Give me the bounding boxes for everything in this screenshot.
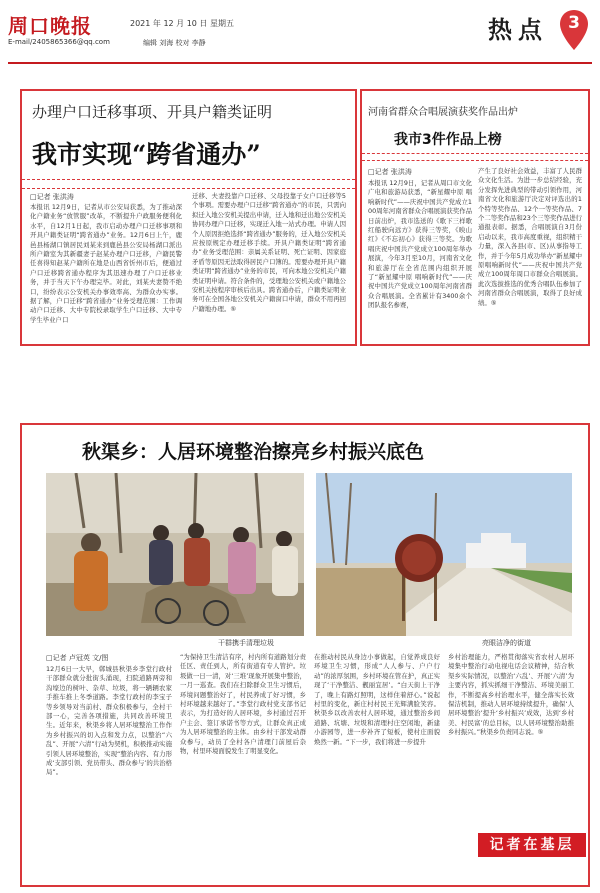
masthead <box>8 8 592 66</box>
section-name: 热点 <box>488 15 548 44</box>
clean-street-image <box>316 473 572 636</box>
article-column: 迁移、夫妻投靠户口迁移、父母投靠子女户口迁移等5个事项。需要办理户口迁移“跨省通办”的市民，只需向拟迁入地公安机关提出申请，迁入地和迁出地公安机关协同办理户口迁移，实现迁入地一站式办理。申请人因个人原因拒绝选择“跨省通办”服务的，迁入地公安机关应按原规定办理迁移手续。开具户籍类证明“跨省通办”业务受理范围：亲属关系证明、死亡证明、因家庭矛盾等原因无法取得居民户口簿的。需要办理开具户籍类证明“跨省通办”业务的市民，可向本地公安机关户籍类证明申请。符合条件的，受理地公安机关或户籍地公安机关按程序审核后出具。跨省通办后，户籍类证明业务可在全国各地公安机关户籍窗口申请，群众不用再回户籍地办理。⑤ <box>192 192 346 313</box>
newspaper-logo: 周口晚报 <box>8 14 92 38</box>
contact-email: E-mail/2405865366@qq.com <box>8 38 110 46</box>
editor-line: 编辑 刘海 校对 李静 <box>143 39 206 47</box>
article-column: “为保持卫生清洁有序，村内所有道路划分责任区、责任到人，所有街道有专人管护。垃圾做一日一清，对‘三堆’现象开展集中整治，一月一巡查。我们在扫除群众卫生习惯后，环境问题整治好了，村民养成了好习惯，乡村环境越来越好了。”李堂行政村党支部书记表示，为打造好的人居环境，乡村通过召开户主会、签订承诺书等方式，让群众真正成为人居环境整治的主体。由乡村干部发动群众参与，动员了全村各户清理门前屋后杂物，村里环境面貌发生了明显变化。 <box>180 653 306 756</box>
article-headline: 秋渠乡：人居环境整治擦亮乡村振兴底色 <box>82 441 425 463</box>
article-byline: □记者 张洪涛 <box>30 193 74 201</box>
article-headline: 我市3件作品上榜 <box>394 132 502 148</box>
issue-date: 2021 年 12 月 10 日 星期五 <box>130 19 234 28</box>
article-column: 产生了良好社会效益，丰富了人民群众文化生活。为进一步总结经验，充分发挥先进典型的带动引领作用，河南省文化和旅游厅决定对评选出的1个特等奖作品、12个一等奖作品、7个二等奖作品和23个三等奖作品进行通报表彰。据悉，合唱展演自3月份启动以来，我市高度重视，组织精干力量，深入各县(市、区)从事指导工作，并于今年5月成功举办“新星耀中原唱响新时代”——庆祝中国共产党成立100周年周口市群众合唱展演。此次选拔推选的优秀合唱队伍参加了河南省群众合唱展演，取得了良好成绩。⑤ <box>478 167 582 307</box>
article-subtitle: 河南省群众合唱展演获奖作品出炉 <box>368 107 518 118</box>
page-number: 3 <box>568 13 580 33</box>
article-column: 乡村治理能力，严格贯彻落实省农村人居环境集中整治行动电视电话会议精神，结合秋渠乡实际情况，以整治‘六乱’、开展‘六清’为主要内容，抓实抓细干净整洁、环境美丽工作，不断提高乡村治理水平，健全落实长效保洁机制，推动人居环境持续提升，确保‘人居环境整治’提升‘乡村振兴’成效，达到‘乡村美、村民富’的总目标，以人居环境整治助推乡村振兴。”秋渠乡负责同志说。⑤ <box>448 653 574 737</box>
article-column: 本报讯 12月9日，记者从市公安局获悉，为了推动深化户籍业务“放管服”改革，不断提升户政服务便利化水平，自12月1日起，我市启动办理户口迁移事项和开具户籍类证明“跨省通办”业务。12月6日上午，鹿邑县杨湖口镇居民刘某来到鹿邑县公安局杨湖口派出所户籍室为其新疆妻子赵某办理户口迁移，户籍民警任喜得知赵某户籍所在地是山西省忻州市后，便通过户口迁移跨省通办程序为其迅速办理了户口迁移业务，并于当天下午办理完毕。对此，刘某夫妻赞不绝口，纷纷表示公安机关办事效率高、为群众办实事。据了解，户口迁移“跨省通办”业务受理范围：工作调动户口迁移、大中专院校录取学生户口迁移、大中专学生毕业户口 <box>30 203 182 324</box>
photo-caption-left: 干群携手清理垃圾 <box>218 639 274 647</box>
article-column: 在推动村民从身边小事做起，自觉养成良好环境卫生习惯，形成“人人参与、户户行动”的浓厚氛围，乡村环境在管在护，真正实现了‘干净整洁、靓丽宜居’。“白天街上干净了，晚上有路灯照明，这样住着舒心。”说起村里的变化，新庄村村民王光辉满脸笑容。秋渠乡以改善农村人居环境，通过整治乡间道路、坑塘、垃圾和清理村庄空闲地，新建小游园等，进一步补齐了短板，使村庄面貌焕然一新。“下一步，我们将进一步提升 <box>314 653 440 746</box>
article-choir-awards <box>360 89 590 346</box>
article-cross-province <box>20 89 357 346</box>
headline-divider <box>22 179 355 189</box>
headline-divider <box>362 153 588 161</box>
villagers-cleaning-image <box>46 473 304 636</box>
reporter-at-grassroots-badge: 记者在基层 <box>478 833 586 857</box>
article-headline: 我市实现“跨省通办” <box>32 140 261 169</box>
article-column: 12月6日一大早，郸城县秋渠乡李堂行政村干部群众就分批街头涌现，扫院道路两旁和沟壕边的树叶、杂草、垃圾，将一辆辆农家手推车推上冬季道路。李堂行政村的李宝子等乡领导对当前村、群众积极参与，全村干部一心，完善各项措施，共同改善环境卫生。近年来，秋渠乡将人居环境整治工作作为乡村振兴的切入点和发力点，以整治“六乱”、开展“六清”行动为契机，积极推动实施引领人居环境整治，实现“整治内容、有力形成‘支部引领、党员带头、群众参与’的共治格局”。 <box>46 665 172 777</box>
page-number-badge <box>558 8 590 52</box>
cleanup-photo <box>46 473 304 636</box>
article-qiuqu-township <box>20 423 590 887</box>
article-byline: □记者 卢冠英 文/图 <box>46 654 109 662</box>
article-subtitle: 办理户口迁移事项、开具户籍类证明 <box>32 103 273 121</box>
article-byline: □记者 张洪涛 <box>368 168 412 176</box>
photo-caption-right: 亮眼洁净的街道 <box>482 639 531 647</box>
article-column: 本报讯 12月9日，记者从周口市文化广电和旅游局获悉，“新星耀中原 唱响新时代”——庆祝中国共产党成立100周年河南省群众合唱展演获奖作品日前出炉，我市选送的《歌下三样歌 红船驶向远方》获得三等奖，《映山红》《不忘初心》获得三等奖。为歌唱庆祝中国共产党成立100周年举办展演，今年3月至10月，河南省文化和旅游厅在全省范围内组织开展了“新星耀中原 唱响新时代”——庆祝中国共产党成立100周年河南省群众合唱展演。全省累计有3400余个团队报名参赛， <box>368 179 472 310</box>
header-rule <box>8 62 592 64</box>
street-photo <box>316 473 572 636</box>
